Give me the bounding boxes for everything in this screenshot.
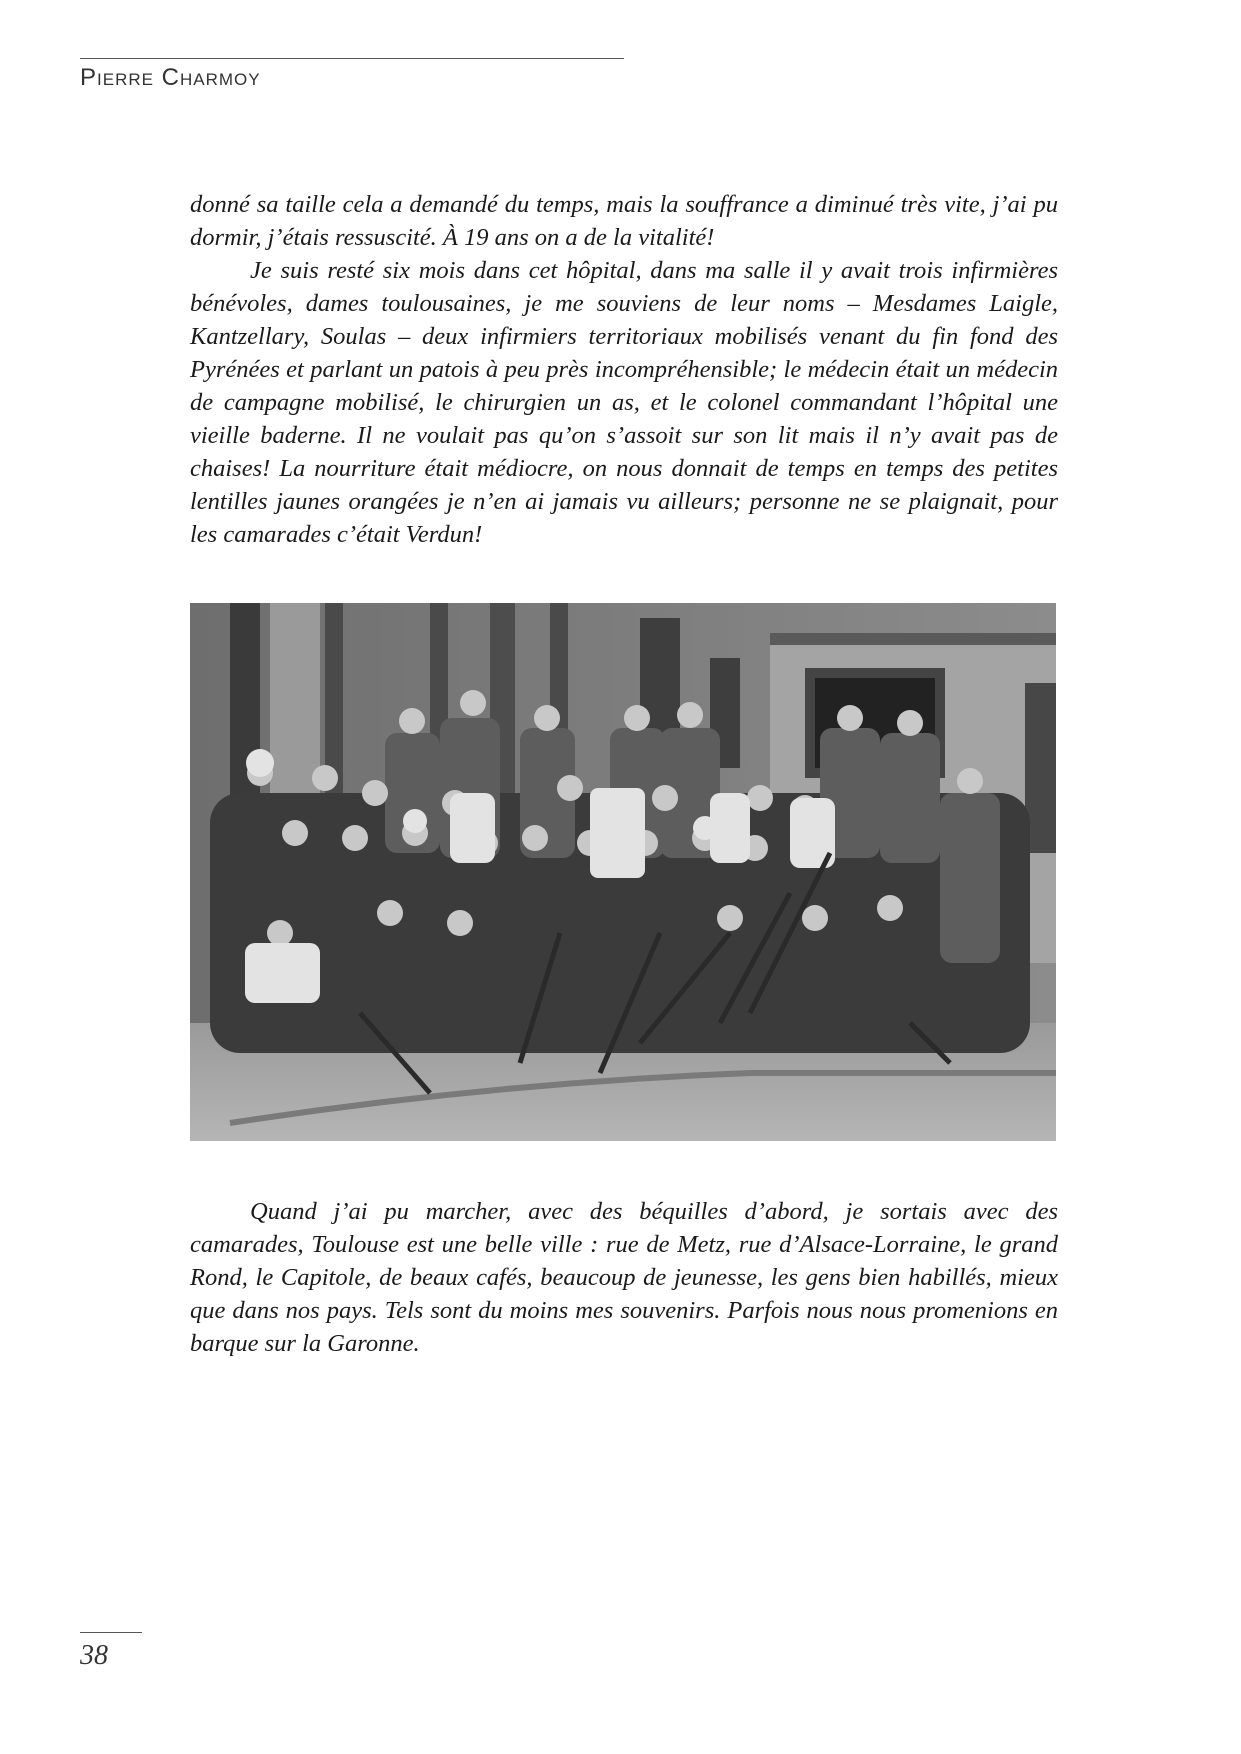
group-photograph bbox=[190, 603, 1056, 1141]
header-rule bbox=[80, 58, 624, 59]
text-block-bottom bbox=[190, 1195, 1058, 1360]
paragraph: Quand j’ai pu marcher, avec des béquilles d’abord, je sortais avec des camarades, Toulouse est une belle ville : rue de Metz, rue d’Alsace-Lorraine, le grand Rond, le Capitole, de beaux cafés, beaucoup de jeunesse, les gens bien habillés, mieux que dans nos pays. Tels sont du moins mes souvenirs. Parfois nous nous promenions en barque sur la Garonne. bbox=[190, 1198, 1058, 1357]
page-number: 38 bbox=[80, 1640, 108, 1671]
text-block-top bbox=[190, 188, 1058, 551]
footer-rule bbox=[80, 1632, 142, 1633]
paragraph: donné sa taille cela a demandé du temps, mais la souffrance a diminué très vite, j’ai pu dormir, j’étais ressuscité. À 19 ans on a de la vitalité! bbox=[190, 191, 1058, 251]
paragraph: Je suis resté six mois dans cet hôpital, dans ma salle il y avait trois infirmières bénévoles, dames toulousaines, je me souviens de leur noms – Mesdames Laigle, Kantzellary, Soulas – deux infirmiers territoriaux mobilisés venant du fin fond des Pyrénées et parlant un patois à peu près incompréhensible; le médecin était un médecin de campagne mobilisé, le chirurgien un as, et le colonel commandant l’hôpital une vieille baderne. Il ne voulait pas qu’on s’assoit sur son lit mais il n’y avait pas de chaises! La nourriture était médiocre, on nous donnait de temps en temps des petites lentilles jaunes orangées je n’en ai jamais vu ailleurs; personne ne se plaignait, pour les camarades c’était Verdun! bbox=[190, 257, 1058, 548]
running-head: Pierre Charmoy bbox=[80, 64, 261, 91]
